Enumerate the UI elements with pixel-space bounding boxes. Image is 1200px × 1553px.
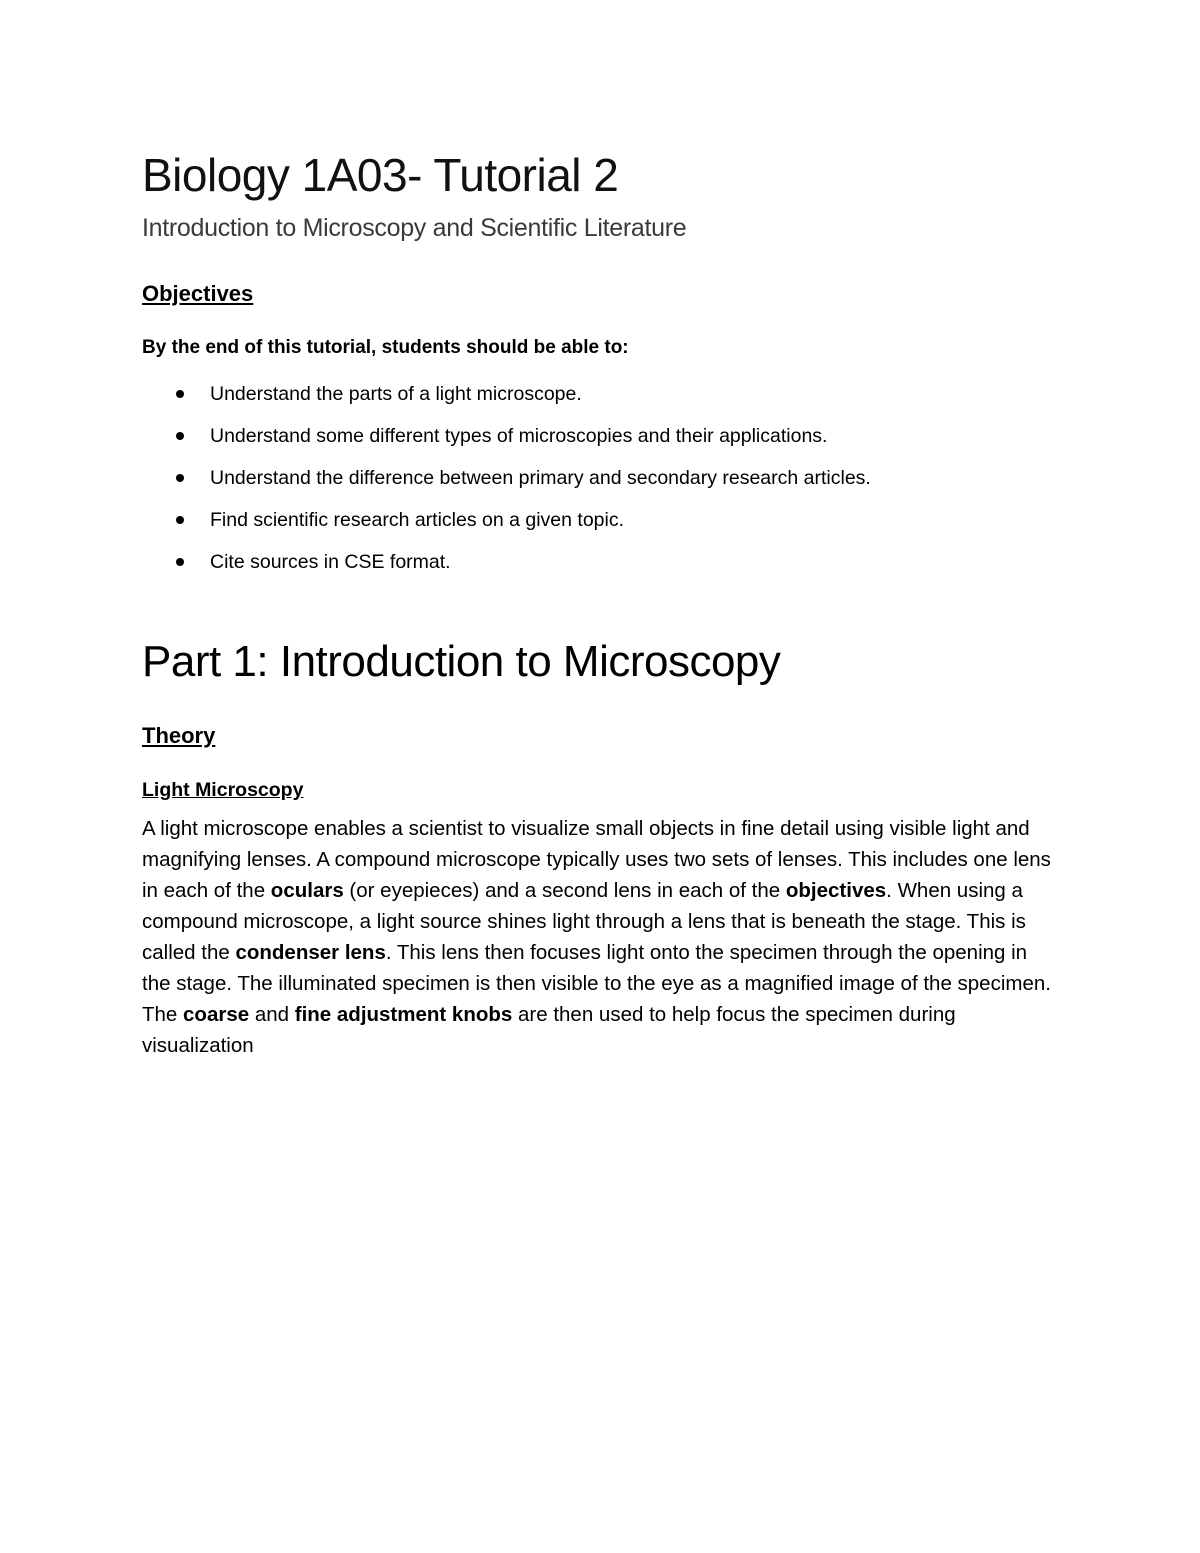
document-title: Biology 1A03- Tutorial 2 <box>142 149 619 201</box>
list-item <box>142 465 1062 491</box>
light-microscopy-heading: Light Microscopy <box>142 779 304 801</box>
part-1-title: Part 1: Introduction to Microscopy <box>142 637 781 686</box>
term-coarse: coarse <box>183 1003 250 1026</box>
document-subtitle: Introduction to Microscopy and Scientific Literature <box>142 214 687 242</box>
list-item <box>142 507 1062 533</box>
bullet-icon <box>176 474 184 482</box>
list-item-text: Understand some different types of microscopies and their applications. <box>210 425 828 447</box>
objectives-heading: Objectives <box>142 281 254 306</box>
list-item <box>142 423 1062 449</box>
paragraph-text: . This lens then focuses light onto the specimen through the opening in the stage. The illuminated specimen is then visible to the eye as a magnified image of the specimen. The <box>142 941 1051 1026</box>
list-item <box>142 381 1062 407</box>
paragraph-text: . When using a compound microscope, a light source shines light through a lens that is beneath the stage. This is called the <box>142 879 1026 964</box>
paragraph-text: A light microscope enables a scientist to visualize small objects in fine detail using visible light and magnifying lenses. A compound microscope typically uses two sets of lenses. This includes one lens in each of the <box>142 817 1051 902</box>
term-fine-adjustment-knobs: fine adjustment knobs <box>294 1003 513 1026</box>
term-condenser-lens: condenser lens <box>235 941 386 964</box>
bullet-icon <box>176 390 184 398</box>
list-item-text: Understand the parts of a light microscope. <box>210 383 582 405</box>
objectives-lead: By the end of this tutorial, students should be able to: <box>142 337 629 358</box>
list-item-text: Find scientific research articles on a given topic. <box>210 509 625 531</box>
bullet-icon <box>176 432 184 440</box>
page-content <box>142 145 1062 1061</box>
paragraph-text: and <box>249 1003 295 1026</box>
bullet-icon <box>176 516 184 524</box>
list-item <box>142 549 1062 575</box>
list-item-text: Understand the difference between primary and secondary research articles. <box>210 467 871 489</box>
objectives-list <box>142 381 1062 575</box>
light-microscopy-paragraph <box>142 813 1057 1061</box>
list-item-text: Cite sources in CSE format. <box>210 551 451 573</box>
term-objectives: objectives <box>785 879 887 902</box>
paragraph-text: (or eyepieces) and a second lens in each of the <box>343 879 786 902</box>
theory-heading: Theory <box>142 723 216 748</box>
term-oculars: oculars <box>270 879 344 902</box>
bullet-icon <box>176 558 184 566</box>
paragraph-text: are then used to help focus the specimen during visualization <box>142 1003 956 1057</box>
